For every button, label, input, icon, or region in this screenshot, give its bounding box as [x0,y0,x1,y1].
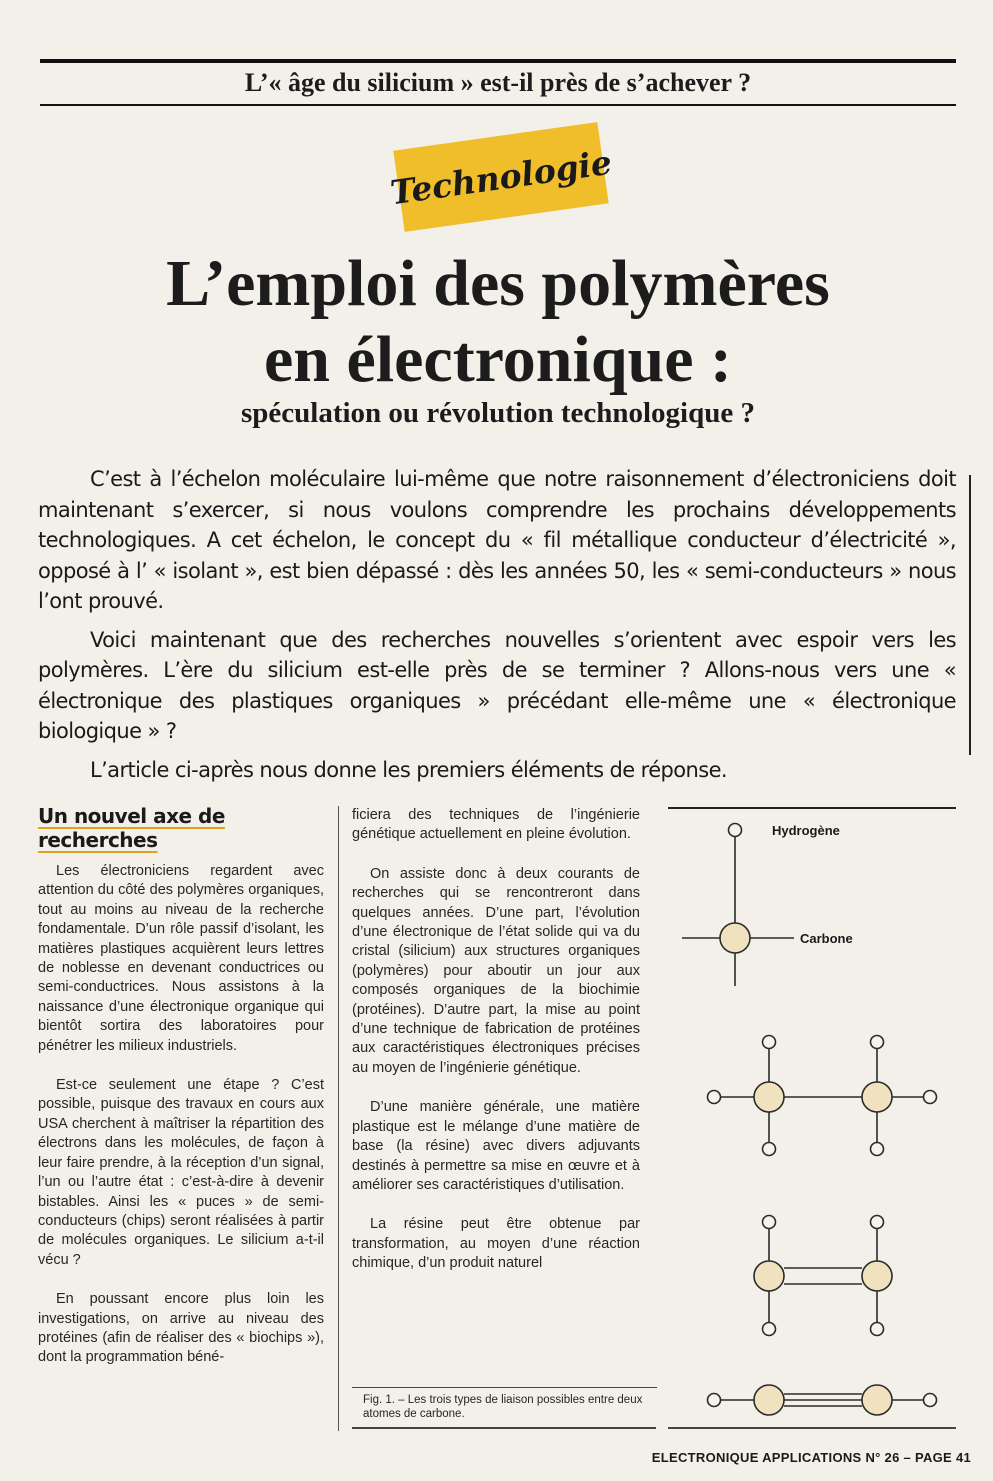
hydrogen-atom [871,1143,884,1156]
hydrogen-atom [924,1091,937,1104]
kicker-rule [40,104,956,106]
body-paragraph: Les électroniciens regardent avec attention du côté des polymères organiques, tout au moins au niveau de la recherche fondamentale. D’un rôle passif d’isolant, les matières plastiques acquièrent leurs lettres de noblesse en devenant conductrices ou semi-conductrices. Nous assistons à la naissance d’une électronique organique qui bientôt sortira des laboratoires pour pénétrer les milieux industriels. [38,863,324,1054]
figure-caption: Fig. 1. – Les trois types de liaison possibles entre deux atomes de carbone. [363,1394,643,1420]
hydrogen-atom [924,1394,937,1407]
intro-side-rule [969,475,971,755]
carbon-atom [862,1261,892,1291]
body-paragraph: La résine peut être obtenue par transformation, au moyen d’une réaction chimique, d’un produit naturel [352,1216,640,1272]
hydrogen-atom [708,1091,721,1104]
intro-lead [38,464,956,793]
body-paragraph: Est-ce seulement une étape ? C’est possible, puisque des travaux en cours aux USA cherchent à maîtriser la répartition des électrons dans les molécules, de façon à leur faire prendre, à la réception d’un signal, l’un ou l’autre état : c’est-à-dire à devenir bistables. Ainsi les « puces » de semi-conducteurs (chips) seront réalisées à partir de molécules organiques. Le silicium a-t-il vécu ? [38,1077,324,1268]
column-1 [38,862,324,1388]
hydrogen-atom [763,1323,776,1336]
body-paragraph: ficiera des techniques de l’ingénierie génétique actuellement en pleine évolution. [352,807,640,843]
technologie-stamp [387,122,615,232]
intro-paragraph: Voici maintenant que des recherches nouvelles s’orientent avec espoir vers les polymères. L’ère du silicium est-elle près de se terminer ? Allons-nous vers une « électronique des plastiques organiques » précédant elle-même une « électronique biologique » ? [38,627,956,743]
title-line-1: L’emploi des polymères [166,247,830,320]
caption-rule-bottom [352,1427,656,1429]
kicker-headline: L’« âge du silicium » est-il près de s’achever ? [244,68,752,97]
hydrogen-atom [763,1036,776,1049]
carbon-atom [754,1385,784,1415]
section-heading: Un nouvel axe de recherches [38,804,225,852]
hydrogen-label: Hydrogène [772,823,840,838]
article-title [40,246,956,398]
intro-paragraph: L’article ci-après nous donne les premiers éléments de réponse. [90,757,727,782]
carbon-atom [754,1082,784,1112]
body-paragraph: D’une manière générale, une matière plastique est le mélange d’une matière de base (la résine) avec divers adjuvants destinés à permettre sa mise en œuvre et à améliorer ses caractéristiques d’utilisation. [352,1099,640,1193]
hydrogen-atom [708,1394,721,1407]
carbon-atom [862,1082,892,1112]
hydrogen-atom [763,1216,776,1229]
carbon-atom [754,1261,784,1291]
hydrogen-atom [871,1323,884,1336]
title-line-2: en électronique : [263,323,733,396]
top-rule [40,59,956,63]
figure-rule-bottom [668,1427,956,1429]
column-divider [338,806,339,1431]
article-subtitle: spéculation ou révolution technologique ? [241,397,755,429]
body-paragraph: On assiste donc à deux courants de recherches qui se rencontreront dans quelques années. D’une part, l’évolution d’une électronique de l’état solide qui va du cristal (silicium) aux structures organiques (polymères) pour aboutir un jour aux composés organiques de la biochimie (protéines). D’autre part, la mise au point d’une technique de fabrication de protéines aux caractéristiques électroniques précises au moyen de l’ingénierie génétique. [352,865,640,1076]
carbon-atom-legend [720,923,750,953]
hydrogen-atom [763,1143,776,1156]
hydrogen-atom [871,1216,884,1229]
hydrogen-atom-legend [729,824,742,837]
carbon-label: Carbone [800,931,853,946]
hydrogen-atom [871,1036,884,1049]
caption-rule-top [352,1387,657,1388]
intro-paragraph: C’est à l’échelon moléculaire lui-même que notre raisonnement d’électroniciens doit maintenant s’exercer, si nous voulons comprendre les prochains développements technologiques. A cet échelon, le concept du « fil métallique conducteur d’électricité », opposé à l’ « isolant », est bien dépassé : dès les années 50, les « semi-conducteurs » nous l’ont prouvé. [38,467,956,613]
figure-1-bonds [668,808,958,1438]
bond-diagram [668,808,958,1438]
page-footer: ELECTRONIQUE APPLICATIONS N° 26 – PAGE 41 [651,1450,971,1465]
carbon-atom [862,1385,892,1415]
body-paragraph: En poussant encore plus loin les investigations, on arrive au niveau des protéines (afin de réaliser des « biochips »), dont la programmation béné- [38,1291,324,1366]
column-2 [352,806,640,1294]
stamp-label: Technologie [387,142,615,212]
